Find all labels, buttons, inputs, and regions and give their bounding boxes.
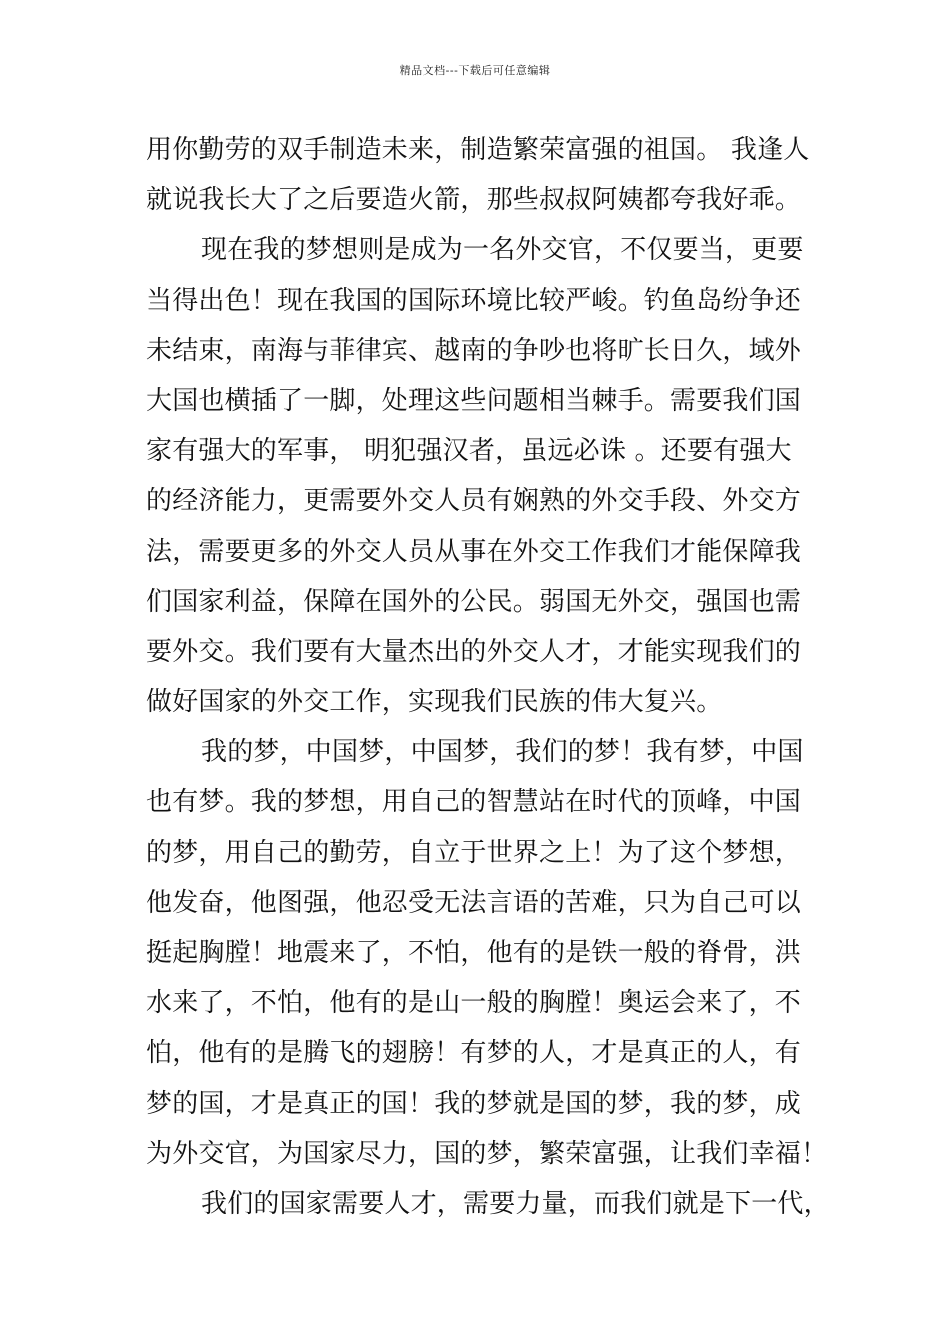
text-line: 也有梦。我的梦想，用自己的智慧站在时代的顶峰，中国 bbox=[146, 787, 802, 818]
text-line: 要外交。我们要有大量杰出的外交人才，才能实现我们的 bbox=[146, 636, 802, 667]
text-line: 们国家利益，保障在国外的公民。弱国无外交，强国也需 bbox=[146, 586, 802, 617]
text-line: 的梦，用自己的勤劳，自立于世界之上！为了这个梦想， bbox=[146, 837, 802, 868]
paragraph-start-line: 我的梦，中国梦，中国梦，我们的梦！我有梦，中国 bbox=[201, 737, 804, 768]
text-line: 法，需要更多的外交人员从事在外交工作我们才能保障我 bbox=[146, 536, 802, 567]
text-line: 家有强大的军事， 明犯强汉者，虽远必诛 。还要有强大 bbox=[146, 436, 792, 467]
text-line: 挺起胸膛！地震来了，不怕，他有的是铁一般的脊骨，洪 bbox=[146, 938, 802, 968]
text-line: 就说我长大了之后要造火箭，那些叔叔阿姨都夸我好乖。 bbox=[146, 185, 802, 216]
paragraph-start-line: 现在我的梦想则是成为一名外交官，不仅要当，更要 bbox=[201, 235, 804, 266]
text-line: 做好国家的外交工作，实现我们民族的伟大复兴。 bbox=[146, 687, 723, 718]
text-line: 水来了，不怕，他有的是山一般的胸膛！奥运会来了，不 bbox=[146, 988, 802, 1019]
text-line: 未结束，南海与菲律宾、越南的争吵也将旷长日久，域外 bbox=[146, 335, 802, 366]
page-header: 精品文档---下载后可任意编辑 bbox=[399, 64, 551, 77]
text-line: 他发奋，他图强，他忍受无法言语的苦难，只为自己可以 bbox=[146, 887, 802, 918]
text-line: 当得出色！现在我国的国际环境比较严峻。钓鱼岛纷争还 bbox=[146, 285, 802, 316]
document-body bbox=[146, 125, 830, 1229]
text-line: 大国也横插了一脚，处理这些问题相当棘手。需要我们国 bbox=[146, 385, 802, 416]
paragraph-start-line: 我们的国家需要人才，需要力量，而我们就是下一代， bbox=[201, 1188, 830, 1219]
text-line: 用你勤劳的双手制造未来，制造繁荣富强的祖国。 我逢人 bbox=[146, 135, 810, 165]
text-line: 为外交官，为国家尽力，国的梦，繁荣富强，让我们幸福！ bbox=[146, 1138, 828, 1169]
text-line: 怕，他有的是腾飞的翅膀！有梦的人，才是真正的人，有 bbox=[146, 1038, 802, 1069]
text-line: 的经济能力，更需要外交人员有娴熟的外交手段、外交方 bbox=[146, 486, 802, 517]
text-line: 梦的国，才是真正的国！我的梦就是国的梦，我的梦，成 bbox=[146, 1088, 802, 1119]
